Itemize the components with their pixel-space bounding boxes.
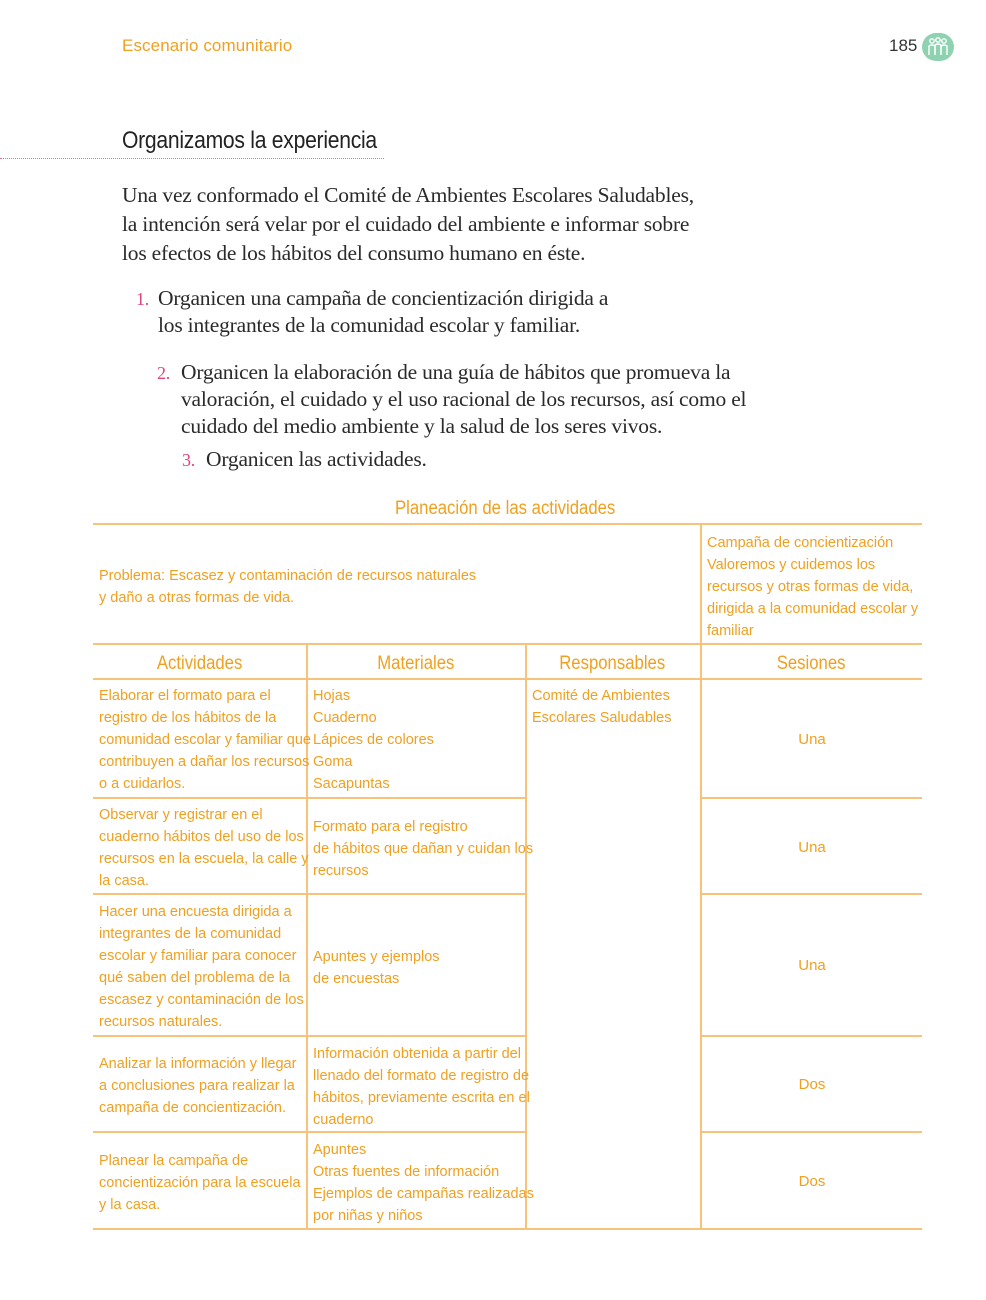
table-column-rule xyxy=(700,523,702,1228)
table-rule xyxy=(700,1035,922,1037)
table-rule xyxy=(93,1131,525,1133)
table-rule xyxy=(93,643,922,645)
step-3 xyxy=(182,446,606,473)
materials-cell xyxy=(313,816,533,882)
campaign-line: Valoremos y cuidemos los xyxy=(707,557,876,573)
activity-line: y la casa. xyxy=(99,1197,161,1213)
intro-line: los efectos de los hábitos del consumo humano en éste. xyxy=(122,241,586,265)
table-rule xyxy=(700,893,922,895)
community-people-icon xyxy=(922,33,954,61)
materials-cell xyxy=(313,1139,534,1227)
activity-cell xyxy=(99,685,311,795)
activity-line: concientización para la escuela xyxy=(99,1175,301,1191)
materials-line: Cuaderno xyxy=(313,710,377,726)
activity-line: contribuyen a dañar los recursos xyxy=(99,754,310,770)
table-rule xyxy=(700,1131,922,1133)
sessions-cell: Una xyxy=(798,839,826,856)
materials-line: Hojas xyxy=(313,688,351,704)
title-divider xyxy=(0,158,384,159)
intro-line: Una vez conformado el Comité de Ambientes Escolares Saludables, xyxy=(122,183,694,207)
activity-line: Hacer una encuesta dirigida a xyxy=(99,904,292,920)
step-number: 3. xyxy=(182,450,196,470)
materials-line: Información obtenida a partir del xyxy=(313,1046,521,1062)
activity-line: Analizar la información y llegar xyxy=(99,1056,297,1072)
campaign-line: recursos y otras formas de vida, xyxy=(707,579,914,595)
activity-line: escolar y familiar para conocer xyxy=(99,948,297,964)
step-1 xyxy=(136,285,658,339)
column-header-label: Materiales xyxy=(376,653,455,674)
materials-line: Sacapuntas xyxy=(313,776,390,792)
step-line: los integrantes de la comunidad escolar y familiar. xyxy=(158,313,581,337)
activity-cell xyxy=(99,804,309,892)
materials-line: Apuntes xyxy=(313,1142,367,1158)
materials-cell xyxy=(313,1043,530,1131)
campaign-line: Campaña de concientización xyxy=(707,535,894,551)
campaign-line: familiar xyxy=(707,623,754,639)
table-border-top xyxy=(93,523,922,525)
step-number: 2. xyxy=(157,363,171,383)
materials-line: Otras fuentes de información xyxy=(313,1164,500,1180)
table-rule xyxy=(93,797,525,799)
sessions-cell: Una xyxy=(798,957,826,974)
sessions-cell: Dos xyxy=(798,1173,826,1190)
activity-line: o a cuidarlos. xyxy=(99,776,186,792)
activity-line: Observar y registrar en el xyxy=(99,807,263,823)
table-border-bottom xyxy=(93,1228,922,1230)
activity-cell xyxy=(99,1053,296,1119)
materials-cell xyxy=(313,946,440,990)
section-title: Organizamos la experiencia xyxy=(122,127,377,154)
table-rule xyxy=(93,678,922,680)
column-header-label: Sesiones xyxy=(776,653,846,674)
step-line: Organicen las actividades. xyxy=(206,447,427,471)
activity-line: comunidad escolar y familiar que xyxy=(99,732,311,748)
step-2 xyxy=(157,359,771,440)
activity-line: escasez y contaminación de los xyxy=(99,992,304,1008)
section-name: Escenario comunitario xyxy=(122,36,293,55)
column-header-label: Actividades xyxy=(156,653,243,674)
page-number: 185 xyxy=(889,36,918,55)
step-line: Organicen una campaña de concientización dirigida a xyxy=(158,286,609,310)
responsables-line: Comité de Ambientes xyxy=(532,688,670,704)
problem-line: Problema: Escasez y contaminación de recursos naturales xyxy=(99,568,477,584)
materials-line: de encuestas xyxy=(313,971,400,987)
problem-line: y daño a otras formas de vida. xyxy=(99,590,295,606)
responsables-cell xyxy=(532,685,671,729)
responsables-line: Escolares Saludables xyxy=(532,710,672,726)
step-line: cuidado del medio ambiente y la salud de los seres vivos. xyxy=(181,414,663,438)
campaign-line: dirigida a la comunidad escolar y xyxy=(707,601,919,617)
step-number: 1. xyxy=(136,289,150,309)
activity-line: qué saben del problema de la xyxy=(99,970,291,986)
activity-line: campaña de concientización. xyxy=(99,1100,287,1116)
activity-line: Elaborar el formato para el xyxy=(99,688,271,704)
materials-line: llenado del formato de registro de xyxy=(313,1068,530,1084)
activity-line: cuaderno hábitos del uso de los xyxy=(99,829,304,845)
step-line: Organicen la elaboración de una guía de hábitos que promueva la xyxy=(181,360,731,384)
materials-line: Ejemplos de campañas realizadas xyxy=(313,1186,534,1202)
step-line: valoración, el cuidado y el uso racional de los recursos, así como el xyxy=(181,387,747,411)
activity-cell xyxy=(99,1150,301,1216)
materials-line: hábitos, previamente escrita en el xyxy=(313,1090,530,1106)
materials-line: recursos xyxy=(313,863,369,879)
materials-line: Formato para el registro xyxy=(313,819,468,835)
intro-paragraph xyxy=(122,181,742,268)
table-rule xyxy=(93,1035,525,1037)
sessions-cell: Una xyxy=(798,731,826,748)
column-header-responsables xyxy=(525,651,700,677)
column-header-materiales xyxy=(306,651,525,677)
materials-line: de hábitos que dañan y cuidan los xyxy=(313,841,534,857)
table-rule xyxy=(93,893,525,895)
materials-line: Goma xyxy=(313,754,353,770)
column-header-label: Responsables xyxy=(559,653,666,674)
intro-line: la intención será velar por el cuidado del ambiente e informar sobre xyxy=(122,212,690,236)
table-rule xyxy=(700,797,922,799)
activity-line: Planear la campaña de xyxy=(99,1153,249,1169)
activity-line: la casa. xyxy=(99,873,149,889)
table-title: Planeación de las actividades xyxy=(395,498,616,519)
activity-line: registro de los hábitos de la xyxy=(99,710,277,726)
column-header-actividades xyxy=(93,651,306,677)
sessions-cell: Dos xyxy=(798,1076,826,1093)
activity-cell xyxy=(99,901,304,1033)
materials-line: Apuntes y ejemplos xyxy=(313,949,440,965)
column-header-sesiones xyxy=(700,651,922,677)
materials-line: Lápices de colores xyxy=(313,732,434,748)
materials-line: cuaderno xyxy=(313,1112,374,1128)
problem-cell xyxy=(99,565,476,609)
activity-line: a conclusiones para realizar la xyxy=(99,1078,295,1094)
activity-line: recursos naturales. xyxy=(99,1014,223,1030)
campaign-cell xyxy=(707,532,918,642)
materials-line: por niñas y niños xyxy=(313,1208,423,1224)
activity-line: recursos en la escuela, la calle y xyxy=(99,851,309,867)
activity-line: integrantes de la comunidad xyxy=(99,926,282,942)
materials-cell xyxy=(313,685,434,795)
